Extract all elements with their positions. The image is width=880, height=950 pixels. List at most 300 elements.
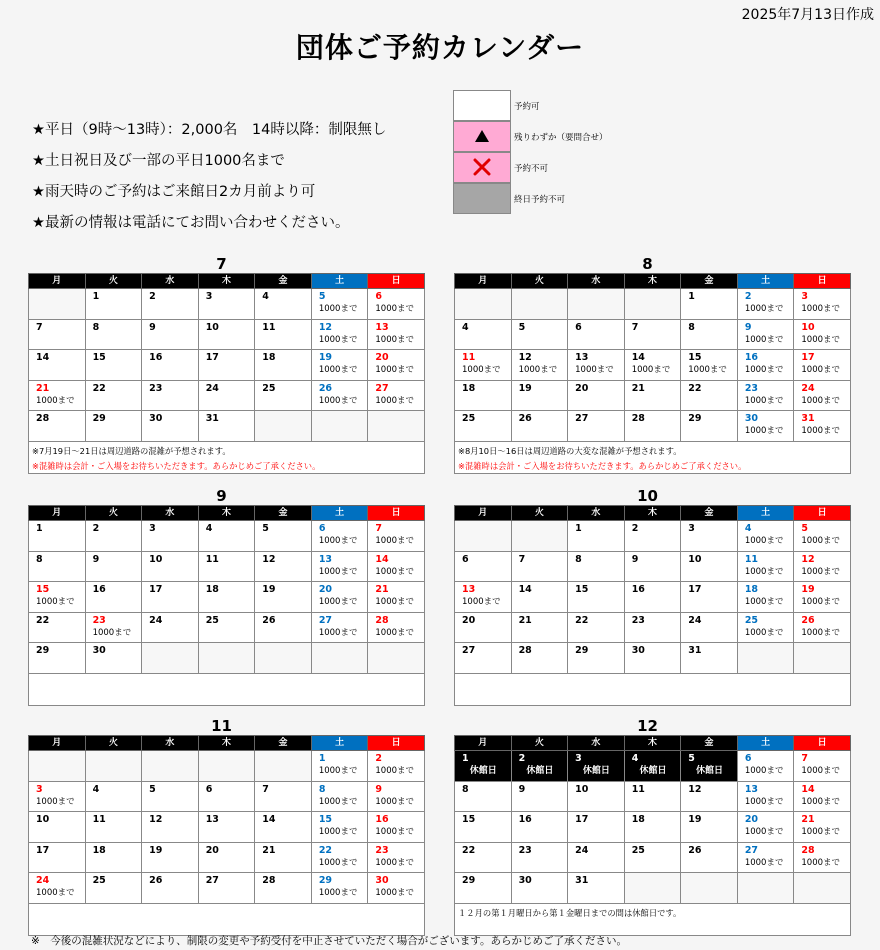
day-cell — [255, 551, 312, 582]
day-number: 10 — [575, 783, 589, 795]
day-cell — [511, 842, 568, 873]
day-number: 17 — [575, 814, 589, 825]
month-note: １２月の第１月曜日から第１金曜日までの間は休館日です。 — [458, 907, 682, 918]
day-cell — [368, 319, 425, 350]
empty-cell — [794, 643, 851, 674]
empty-cell — [568, 289, 625, 320]
day-number: 21 — [801, 814, 815, 825]
day-number: 6 — [575, 321, 582, 333]
day-number: 24 — [149, 614, 163, 626]
legend-label: 終日予約不可 — [514, 194, 566, 205]
day-number: 30 — [518, 875, 532, 886]
day-cell — [85, 380, 142, 411]
day-cell — [681, 380, 738, 411]
day-cell — [255, 380, 312, 411]
day-number: 4 — [744, 523, 752, 534]
weekday-header: 土 — [737, 506, 794, 521]
day-cell — [511, 873, 568, 904]
capacity-label: 1000まで — [744, 566, 784, 577]
legend-available — [453, 90, 608, 121]
footer-note: ※ 今後の混雑状況などにより、制限の変更や予約受付を中止させていただく場合がございます。あらかじめご了承ください。 — [31, 935, 627, 947]
day-number: 12 — [262, 553, 276, 565]
day-number: 10 — [149, 553, 163, 565]
legend — [453, 90, 608, 214]
day-cell — [255, 842, 312, 873]
day-number: 3 — [205, 291, 213, 302]
day-cell — [455, 873, 512, 904]
month-notes — [28, 442, 425, 474]
day-number: 5 — [688, 753, 695, 764]
weekday-header: 木 — [624, 506, 681, 521]
day-number: 8 — [92, 321, 100, 333]
weekday-header: 火 — [511, 736, 568, 751]
month-number: 10 — [637, 487, 658, 505]
empty-cell — [198, 751, 255, 782]
capacity-label: 1000まで — [801, 334, 841, 345]
day-cell — [794, 319, 851, 350]
day-number: 28 — [375, 614, 389, 626]
week-row — [455, 812, 851, 843]
day-cell — [142, 411, 199, 442]
day-number: 19 — [801, 584, 815, 595]
day-cell — [142, 319, 199, 350]
day-number: 6 — [375, 291, 382, 302]
day-cell — [568, 643, 625, 674]
day-cell — [794, 551, 851, 582]
empty-cell — [624, 289, 681, 320]
month-calendar — [28, 718, 425, 936]
day-number: 19 — [518, 382, 532, 394]
capacity-label: 1000まで — [318, 627, 358, 638]
capacity-label: 1000まで — [318, 888, 358, 898]
day-number: 1 — [318, 753, 326, 764]
day-cell — [681, 319, 738, 350]
weekday-header: 月 — [455, 506, 512, 521]
capacity-label: 1000まで — [375, 334, 415, 345]
day-number: 23 — [149, 382, 163, 394]
day-cell — [311, 582, 368, 613]
capacity-label: 1000まで — [318, 365, 358, 375]
day-cell — [311, 612, 368, 643]
day-cell — [311, 521, 368, 552]
capacity-label: 1000まで — [375, 536, 415, 546]
day-number: 13 — [575, 352, 589, 363]
day-cell — [737, 380, 794, 411]
day-number: 22 — [318, 844, 333, 856]
capacity-label: 1000まで — [801, 365, 841, 375]
day-number: 22 — [462, 844, 476, 856]
day-cell — [29, 411, 86, 442]
week-row — [455, 751, 851, 782]
day-cell — [255, 521, 312, 552]
day-cell — [624, 751, 681, 782]
day-cell — [455, 380, 512, 411]
legend-full — [453, 152, 608, 183]
week-row — [29, 289, 425, 320]
day-cell — [198, 551, 255, 582]
week-row — [455, 781, 851, 812]
day-number: 13 — [462, 584, 476, 595]
day-cell — [511, 643, 568, 674]
day-cell — [142, 551, 199, 582]
day-cell — [255, 289, 312, 320]
calendar-grid — [28, 735, 425, 904]
weekday-header: 火 — [85, 506, 142, 521]
week-row — [29, 521, 425, 552]
day-cell — [142, 521, 199, 552]
weekday-header: 火 — [85, 274, 142, 289]
day-cell — [455, 612, 512, 643]
day-number: 23 — [518, 844, 532, 856]
day-number: 9 — [149, 321, 156, 333]
day-cell — [29, 873, 86, 904]
weekday-header: 月 — [29, 274, 86, 289]
day-number: 14 — [36, 352, 50, 363]
day-number: 25 — [92, 875, 106, 886]
day-number: 30 — [92, 645, 106, 656]
day-number: 23 — [92, 614, 106, 626]
week-row — [29, 551, 425, 582]
day-cell — [368, 551, 425, 582]
day-number: 7 — [36, 321, 43, 333]
day-number: 16 — [744, 352, 759, 363]
legend-label: 予約可 — [514, 101, 540, 112]
weekday-header: 日 — [794, 506, 851, 521]
day-cell — [29, 643, 86, 674]
day-cell — [624, 582, 681, 613]
weekday-header: 日 — [794, 274, 851, 289]
day-number: 28 — [518, 645, 532, 656]
day-cell — [198, 873, 255, 904]
weekday-header: 木 — [624, 736, 681, 751]
day-cell — [568, 812, 625, 843]
day-number: 29 — [92, 413, 106, 424]
empty-cell — [368, 643, 425, 674]
day-cell — [624, 551, 681, 582]
day-cell — [794, 350, 851, 381]
day-number: 1 — [688, 291, 695, 302]
day-number: 8 — [462, 783, 469, 795]
day-cell — [368, 289, 425, 320]
weekday-header: 月 — [455, 274, 512, 289]
day-number: 14 — [518, 584, 532, 595]
capacity-label: 1000まで — [744, 627, 784, 638]
day-cell — [198, 842, 255, 873]
month-title — [28, 256, 425, 273]
day-number: 29 — [688, 413, 702, 424]
capacity-label: 1000まで — [375, 304, 415, 314]
weekday-header: 土 — [737, 736, 794, 751]
weekday-header: 金 — [255, 736, 312, 751]
day-cell — [568, 781, 625, 812]
day-number: 19 — [318, 352, 333, 363]
day-cell — [737, 289, 794, 320]
day-number: 24 — [688, 614, 702, 626]
month-number: 9 — [216, 487, 227, 505]
capacity-label: 1000まで — [744, 766, 784, 776]
day-number: 4 — [631, 753, 639, 764]
day-cell — [142, 873, 199, 904]
day-cell — [198, 812, 255, 843]
day-cell — [255, 873, 312, 904]
day-cell — [142, 781, 199, 812]
day-number: 20 — [318, 584, 333, 595]
empty-cell — [29, 751, 86, 782]
day-cell — [311, 380, 368, 411]
week-row — [455, 411, 851, 442]
capacity-label: 1000まで — [462, 365, 501, 375]
calendar-grid — [28, 505, 425, 674]
day-number: 26 — [318, 382, 333, 394]
day-cell — [85, 873, 142, 904]
day-number: 28 — [801, 844, 815, 856]
day-cell — [568, 751, 625, 782]
day-number: 31 — [205, 413, 219, 424]
capacity-label: 1000まで — [92, 627, 132, 638]
day-cell — [737, 319, 794, 350]
day-number: 31 — [688, 645, 702, 656]
day-number: 6 — [318, 523, 326, 534]
day-number: 12 — [149, 814, 163, 825]
day-number: 9 — [92, 553, 100, 565]
day-number: 14 — [801, 783, 815, 795]
capacity-label: 1000まで — [318, 334, 358, 345]
day-number: 16 — [631, 584, 645, 595]
month-title — [454, 718, 851, 735]
calendar-grid — [454, 735, 851, 904]
empty-cell — [624, 873, 681, 904]
day-cell — [85, 781, 142, 812]
legend-label: 予約不可 — [514, 163, 549, 174]
day-cell — [511, 751, 568, 782]
day-cell — [29, 812, 86, 843]
day-number: 16 — [375, 814, 389, 825]
day-cell — [368, 350, 425, 381]
day-number: 21 — [518, 614, 532, 626]
weekday-header: 水 — [142, 506, 199, 521]
day-number: 15 — [575, 584, 589, 595]
empty-cell — [255, 751, 312, 782]
day-number: 2 — [92, 523, 100, 534]
day-cell — [368, 812, 425, 843]
day-number: 9 — [631, 553, 639, 565]
day-number: 13 — [744, 783, 759, 795]
capacity-label: 1000まで — [36, 395, 75, 406]
week-row — [29, 781, 425, 812]
capacity-label: 1000まで — [801, 395, 841, 406]
booking-notes — [32, 118, 386, 242]
day-number: 4 — [205, 523, 213, 534]
day-cell — [255, 781, 312, 812]
day-number: 5 — [518, 321, 526, 333]
day-number: 19 — [688, 814, 702, 825]
day-number: 27 — [318, 614, 333, 626]
day-number: 9 — [375, 783, 382, 795]
day-number: 20 — [744, 814, 759, 825]
closed-label: 休館日 — [696, 766, 724, 776]
day-cell — [85, 842, 142, 873]
day-number: 24 — [575, 844, 589, 856]
day-number: 19 — [149, 844, 163, 856]
day-number: 27 — [575, 413, 589, 424]
day-cell — [511, 781, 568, 812]
day-cell — [794, 612, 851, 643]
day-cell — [29, 380, 86, 411]
day-cell — [142, 289, 199, 320]
capacity-label: 1000まで — [744, 365, 784, 375]
week-row — [29, 319, 425, 350]
empty-cell — [368, 411, 425, 442]
day-cell — [568, 842, 625, 873]
capacity-label: 1000まで — [36, 796, 75, 807]
capacity-label: 1000まで — [36, 597, 75, 607]
day-number: 4 — [462, 321, 469, 333]
day-number: 3 — [688, 523, 695, 534]
weekday-header: 月 — [455, 736, 512, 751]
week-row — [29, 643, 425, 674]
day-number: 20 — [462, 614, 476, 626]
month-note: ※混雑時は会計・ご入場をお待ちいただきます。あらかじめご了承ください。 — [458, 460, 747, 471]
day-number: 26 — [149, 875, 163, 886]
capacity-label: 1000まで — [744, 426, 784, 436]
week-row — [29, 873, 425, 904]
capacity-label: 1000まで — [375, 627, 415, 638]
day-cell — [624, 411, 681, 442]
capacity-label: 1000まで — [801, 827, 841, 837]
empty-cell — [737, 873, 794, 904]
capacity-label: 1000まで — [744, 304, 784, 314]
day-cell — [142, 350, 199, 381]
day-number: 17 — [801, 352, 815, 363]
day-cell — [624, 380, 681, 411]
day-number: 25 — [631, 844, 645, 856]
day-number: 4 — [262, 291, 269, 302]
day-number: 21 — [262, 844, 276, 856]
day-number: 5 — [149, 783, 156, 795]
day-number: 1 — [92, 291, 100, 302]
day-cell — [681, 551, 738, 582]
day-number: 18 — [262, 352, 276, 363]
day-number: 15 — [688, 352, 702, 363]
week-row — [455, 289, 851, 320]
day-cell — [737, 751, 794, 782]
week-row — [455, 842, 851, 873]
empty-cell — [511, 289, 568, 320]
day-cell — [568, 319, 625, 350]
capacity-label: 1000まで — [801, 766, 841, 776]
day-cell — [198, 582, 255, 613]
weekday-header: 日 — [368, 274, 425, 289]
empty-cell — [142, 643, 199, 674]
day-cell — [568, 380, 625, 411]
day-cell — [198, 411, 255, 442]
day-number: 17 — [688, 584, 702, 595]
weekday-header: 日 — [368, 506, 425, 521]
day-cell — [85, 411, 142, 442]
capacity-label: 1000まで — [375, 827, 415, 837]
month-notes — [454, 674, 851, 706]
day-cell — [198, 612, 255, 643]
day-cell — [737, 350, 794, 381]
day-number: 14 — [262, 814, 276, 825]
capacity-label: 1000まで — [801, 304, 841, 314]
empty-cell — [142, 751, 199, 782]
day-number: 6 — [205, 783, 213, 795]
day-cell — [737, 582, 794, 613]
capacity-label: 1000まで — [318, 536, 358, 546]
day-cell — [198, 781, 255, 812]
capacity-label: 1000まで — [375, 597, 415, 607]
day-number: 16 — [518, 814, 532, 825]
day-cell — [737, 521, 794, 552]
page-title: 団体ご予約カレンダー — [295, 31, 585, 64]
capacity-label: 1000まで — [801, 597, 841, 607]
weekday-header: 水 — [568, 736, 625, 751]
day-cell — [142, 842, 199, 873]
day-cell — [511, 582, 568, 613]
month-calendar — [454, 718, 851, 936]
empty-cell — [255, 411, 312, 442]
weekday-header: 土 — [311, 736, 368, 751]
day-cell — [255, 319, 312, 350]
day-cell — [511, 551, 568, 582]
day-cell — [794, 751, 851, 782]
day-cell — [624, 842, 681, 873]
day-number: 21 — [36, 382, 50, 394]
day-cell — [624, 319, 681, 350]
capacity-label: 1000まで — [801, 796, 841, 807]
day-cell — [368, 842, 425, 873]
day-number: 28 — [36, 413, 50, 424]
capacity-label: 1000まで — [375, 365, 415, 375]
day-number: 25 — [262, 382, 276, 394]
week-row — [29, 812, 425, 843]
capacity-label: 1000まで — [318, 857, 358, 868]
weekday-header: 木 — [624, 274, 681, 289]
day-number: 1 — [575, 523, 582, 534]
day-number: 10 — [205, 321, 219, 333]
month-notes — [28, 674, 425, 706]
empty-cell — [681, 873, 738, 904]
day-cell — [142, 582, 199, 613]
legend-available-swatch — [453, 90, 511, 121]
cross-icon — [472, 158, 492, 176]
day-cell — [794, 842, 851, 873]
day-cell — [255, 350, 312, 381]
day-cell — [311, 350, 368, 381]
day-number: 18 — [631, 814, 645, 825]
week-row — [29, 582, 425, 613]
day-cell — [794, 380, 851, 411]
day-number: 29 — [36, 645, 50, 656]
month-calendar — [454, 488, 851, 706]
day-cell — [681, 350, 738, 381]
day-number: 30 — [149, 413, 163, 424]
day-number: 15 — [462, 814, 476, 825]
day-number: 22 — [36, 614, 50, 626]
day-number: 27 — [205, 875, 219, 886]
capacity-label: 1000まで — [318, 796, 358, 807]
day-cell — [368, 582, 425, 613]
day-number: 18 — [462, 382, 476, 394]
month-title — [454, 488, 851, 505]
day-cell — [29, 612, 86, 643]
day-number: 13 — [375, 321, 389, 333]
day-cell — [311, 319, 368, 350]
week-row — [29, 411, 425, 442]
day-number: 12 — [518, 352, 532, 363]
day-cell — [29, 582, 86, 613]
